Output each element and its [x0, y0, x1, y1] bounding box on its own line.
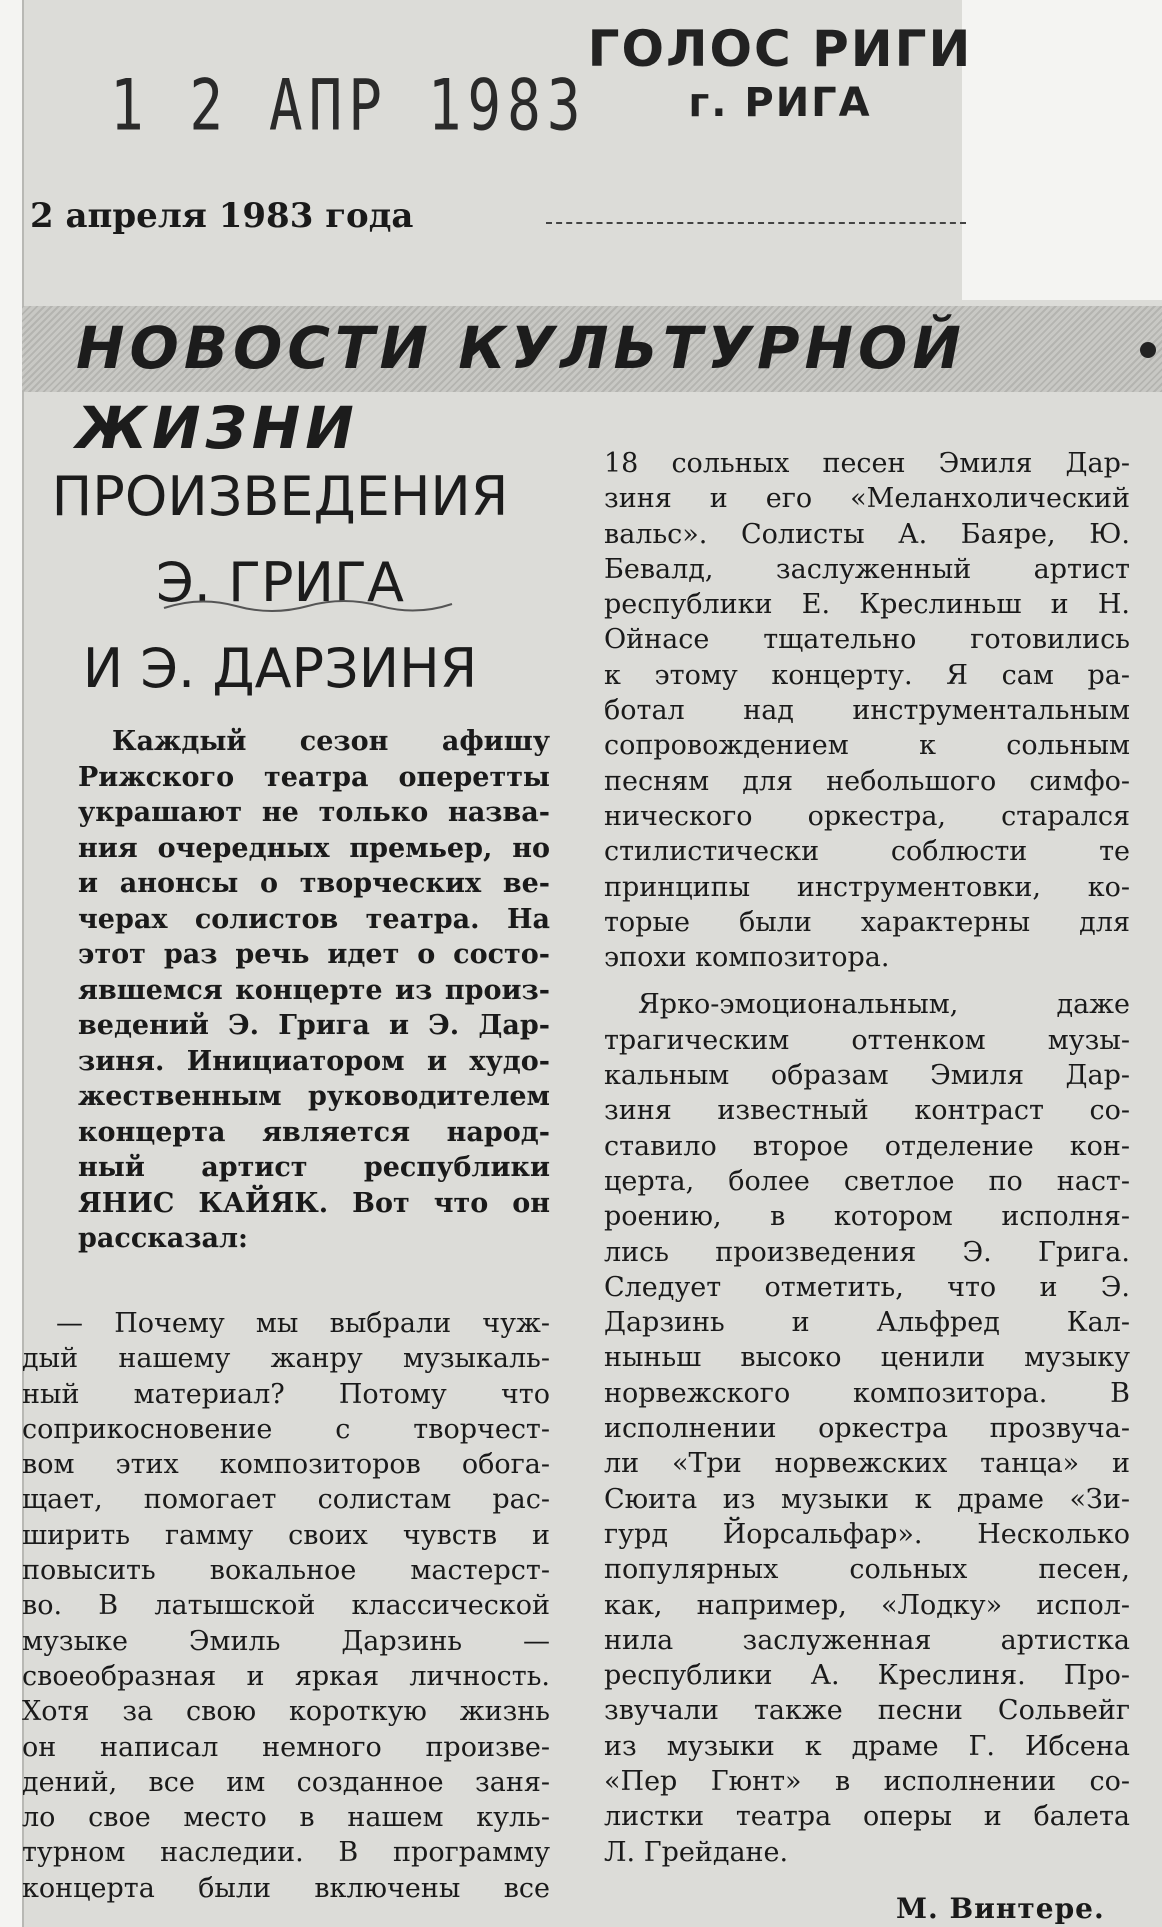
body-line: Хотя за свою короткую жизнь: [22, 1696, 550, 1728]
body-line: листки театра оперы и балета: [604, 1801, 1130, 1833]
stamp-source-line1: ГОЛОС РИГИ: [587, 20, 973, 78]
body-line: песням для небольшого симфо-: [604, 765, 1130, 797]
lead-paragraph: [78, 724, 550, 1257]
body-line: Ойнасе тщательно готовились: [604, 624, 1130, 656]
body-line: ставило второе отделение кон-: [604, 1130, 1130, 1162]
body-line: Следует отметить, что и Э.: [604, 1271, 1130, 1303]
lead-line: ния очередных премьер, но: [78, 832, 550, 864]
body-line: соприкосновение с творчест-: [22, 1413, 550, 1445]
lead-line: явшемся концерте из произ-: [78, 974, 550, 1006]
lead-line: украшают не только назва-: [78, 797, 550, 828]
body-line: республики А. Креслиня. Про-: [604, 1660, 1130, 1692]
body-line: Ярко-эмоциональным, даже: [638, 989, 1130, 1021]
body-line: турном наследии. В программу: [22, 1837, 550, 1869]
lead-line: этот раз речь идет о состо-: [78, 939, 550, 970]
body-line: республики Е. Креслиньш и Н.: [604, 589, 1130, 621]
body-line: зиня известный контраст со-: [604, 1095, 1130, 1127]
body-line: Л. Грейдане.: [604, 1836, 789, 1868]
body-line: концерта были включены все: [22, 1872, 550, 1904]
body-line: Дарзинь и Альфред Кал-: [604, 1307, 1130, 1339]
body-line: ширить гамму своих чувств и: [22, 1519, 550, 1551]
headline: [30, 454, 530, 712]
paragraph-spacer: [604, 975, 1130, 987]
lead-line: ЯНИС КАЙЯК. Вот что он: [78, 1187, 550, 1219]
body-line: стилистически соблюсти те: [604, 836, 1130, 868]
body-line: сопровождением к сольным: [604, 730, 1130, 762]
body-line: ный материал? Потому что: [22, 1378, 550, 1410]
body-line: эпохи композитора.: [604, 942, 890, 974]
body-line: как, например, «Лодку» испол-: [604, 1589, 1130, 1621]
section-banner-title: НОВОСТИ КУЛЬТУРНОЙ ЖИЗНИ: [76, 314, 966, 462]
body-line: принципы инструментовки, ко-: [604, 871, 1130, 903]
headline-line-2: Э. ГРИГА: [156, 551, 404, 614]
lead-line: концерта является народ-: [78, 1116, 550, 1148]
lead-line: рассказал:: [78, 1223, 248, 1254]
body-line: музыке Эмиль Дарзинь —: [22, 1625, 550, 1657]
body-line: Сюита из музыки к драме «Зи-: [604, 1483, 1130, 1515]
body-line: популярных сольных песен,: [604, 1554, 1130, 1586]
body-line: дый нашему жанру музыкаль-: [22, 1343, 550, 1375]
body-line: Бевалд, заслуженный артист: [604, 553, 1130, 585]
body-line: из музыки к драме Г. Ибсена: [604, 1730, 1130, 1762]
headline-line-1: ПРОИЗВЕДЕНИЯ: [51, 465, 509, 528]
body-line: роению, в котором исполня-: [604, 1201, 1130, 1233]
headline-line-3: И Э. ДАРЗИНЯ: [82, 637, 478, 700]
body-line: щает, помогает солистам рас-: [22, 1484, 550, 1516]
body-line: ли «Три норвежских танца» и: [604, 1448, 1130, 1480]
lead-line: Каждый сезон афишу: [112, 726, 550, 757]
body-line: звучали также песни Сольвейг: [604, 1695, 1130, 1727]
lead-line: черах солистов театра. На: [78, 903, 550, 935]
stamp-source-line2: г. РИГА: [688, 80, 872, 126]
body-line: нического оркестра, старался: [604, 800, 1130, 832]
right-column-body: [604, 446, 1130, 1870]
body-line: норвежского композитора. В: [604, 1377, 1130, 1409]
body-line: ныньш высоко ценили музыку: [604, 1342, 1130, 1374]
body-line: вом этих композиторов обога-: [22, 1449, 550, 1481]
left-column-body: [22, 1306, 550, 1906]
clipping-cut-corner: [962, 0, 1162, 300]
body-line: дений, все им созданное заня-: [22, 1766, 550, 1798]
body-line: кальным образам Эмиля Дар-: [604, 1060, 1130, 1092]
lead-line: ный артист республики: [78, 1152, 550, 1183]
body-line: ло свое место в нашем куль-: [22, 1802, 550, 1834]
issue-date: 2 апреля 1983 года: [30, 196, 414, 236]
body-line: гурд Йорсальфар». Несколько: [604, 1518, 1130, 1550]
pencil-wavy-underline: [160, 594, 460, 618]
body-line: ботал над инструментальным: [604, 695, 1130, 727]
body-line: вальс». Солисты А. Баяре, Ю.: [604, 518, 1130, 550]
body-line: повысить вокальное мастерст-: [22, 1555, 550, 1587]
body-line: 18 сольных песен Эмиля Дар-: [604, 448, 1130, 479]
lead-line: ведений Э. Грига и Э. Дар-: [78, 1010, 550, 1041]
body-line: «Пер Гюнт» в исполнении со-: [604, 1765, 1130, 1797]
body-line: исполнении оркестра прозвуча-: [604, 1413, 1130, 1445]
body-line: во. В латышской классической: [22, 1590, 550, 1622]
body-line: к этому концерту. Я сам ра-: [604, 659, 1130, 691]
lead-line: жественным руководителем: [78, 1081, 550, 1112]
issue-underline: [546, 222, 966, 224]
stamp-date: 1 2 АПР 1983: [110, 65, 587, 148]
body-line: своеобразная и яркая личность.: [22, 1660, 550, 1692]
body-line: трагическим оттенком музы-: [604, 1024, 1130, 1056]
author-signature: М. Винтере.: [896, 1892, 1105, 1925]
lead-line: и анонсы о творческих ве-: [78, 868, 550, 899]
body-line: торые были характерны для: [604, 906, 1130, 938]
body-line: зиня и его «Меланхолический: [604, 483, 1130, 515]
lead-line: зиня. Инициатором и худо-: [78, 1045, 550, 1077]
body-line: лись произведения Э. Грига.: [604, 1236, 1130, 1268]
stamp-source: [580, 22, 980, 130]
body-line: — Почему мы выбрали чуж-: [56, 1308, 550, 1339]
lead-line: Рижского театра оперетты: [78, 761, 550, 793]
body-line: нила заслуженная артистка: [604, 1624, 1130, 1656]
body-line: он написал немного произве-: [22, 1731, 550, 1763]
body-line: церта, более светлое по наст-: [604, 1165, 1130, 1197]
banner-bullet-icon: [1140, 342, 1156, 358]
